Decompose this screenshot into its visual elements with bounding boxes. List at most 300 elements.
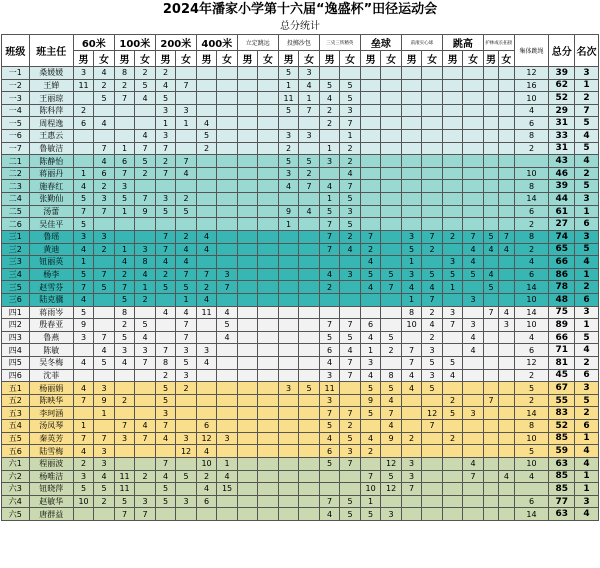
score-cell bbox=[422, 142, 443, 155]
score-cell: 1 bbox=[114, 243, 135, 256]
score-cell: 1 bbox=[319, 193, 340, 206]
score-cell bbox=[483, 495, 498, 508]
score-cell: 7 bbox=[360, 230, 381, 243]
score-cell bbox=[499, 344, 514, 357]
score-cell: 3 bbox=[155, 130, 176, 143]
total-cell: 85 bbox=[549, 432, 575, 445]
table-row bbox=[2, 369, 599, 382]
score-cell bbox=[340, 306, 361, 319]
score-cell bbox=[463, 495, 484, 508]
total-cell: 86 bbox=[549, 268, 575, 281]
score-cell: 2 bbox=[442, 432, 463, 445]
score-cell bbox=[381, 117, 402, 130]
score-cell: 5 bbox=[135, 79, 156, 92]
score-cell: 10 bbox=[196, 457, 217, 470]
score-cell bbox=[299, 306, 320, 319]
score-cell bbox=[258, 382, 279, 395]
score-cell: 4 bbox=[114, 357, 135, 370]
score-cell bbox=[258, 293, 279, 306]
score-cell bbox=[442, 457, 463, 470]
rank-cell: 6 bbox=[575, 369, 599, 382]
score-cell bbox=[299, 117, 320, 130]
score-cell: 3 bbox=[176, 369, 197, 382]
total-cell: 52 bbox=[549, 92, 575, 105]
score-cell bbox=[196, 79, 217, 92]
score-cell: 7 bbox=[442, 319, 463, 332]
score-cell bbox=[401, 218, 422, 231]
header-event: 200米 bbox=[155, 35, 196, 51]
score-cell bbox=[217, 117, 238, 130]
score-cell bbox=[499, 180, 514, 193]
score-cell bbox=[94, 256, 115, 269]
score-cell bbox=[237, 167, 258, 180]
score-cell bbox=[442, 495, 463, 508]
score-cell: 4 bbox=[196, 117, 217, 130]
score-cell: 1 bbox=[360, 344, 381, 357]
score-cell: 3 bbox=[73, 230, 94, 243]
score-cell bbox=[381, 445, 402, 458]
score-cell bbox=[196, 218, 217, 231]
score-cell: 3 bbox=[217, 432, 238, 445]
group-cell: 10 bbox=[514, 293, 549, 306]
table-row bbox=[2, 382, 599, 395]
score-cell: 9 bbox=[94, 394, 115, 407]
score-cell bbox=[258, 256, 279, 269]
score-cell: 4 bbox=[319, 508, 340, 521]
score-cell: 1 bbox=[299, 92, 320, 105]
total-cell: 67 bbox=[549, 382, 575, 395]
score-cell: 12 bbox=[422, 407, 443, 420]
total-cell: 66 bbox=[549, 256, 575, 269]
score-cell bbox=[73, 155, 94, 168]
score-cell: 4 bbox=[299, 79, 320, 92]
score-cell: 5 bbox=[278, 155, 299, 168]
score-cell: 5 bbox=[483, 230, 498, 243]
score-cell bbox=[442, 104, 463, 117]
score-cell bbox=[299, 407, 320, 420]
total-cell: 85 bbox=[549, 470, 575, 483]
score-cell bbox=[340, 483, 361, 496]
score-cell bbox=[463, 104, 484, 117]
total-cell: 31 bbox=[549, 117, 575, 130]
teacher-cell: 陆克骥 bbox=[29, 293, 73, 306]
score-cell bbox=[483, 382, 498, 395]
score-cell bbox=[442, 67, 463, 80]
score-cell: 2 bbox=[422, 306, 443, 319]
teacher-cell: 钮丽英 bbox=[29, 256, 73, 269]
score-cell: 7 bbox=[94, 142, 115, 155]
score-cell: 5 bbox=[114, 331, 135, 344]
score-cell: 3 bbox=[94, 457, 115, 470]
rank-cell: 4 bbox=[575, 155, 599, 168]
score-cell: 3 bbox=[278, 382, 299, 395]
rank-cell: 4 bbox=[575, 457, 599, 470]
score-cell: 3 bbox=[176, 344, 197, 357]
score-cell: 4 bbox=[94, 67, 115, 80]
rank-cell: 6 bbox=[575, 420, 599, 433]
score-cell: 3 bbox=[73, 470, 94, 483]
score-cell bbox=[258, 432, 279, 445]
score-cell: 4 bbox=[442, 369, 463, 382]
score-cell bbox=[278, 432, 299, 445]
score-cell bbox=[401, 495, 422, 508]
score-cell bbox=[483, 130, 498, 143]
class-cell: 四1 bbox=[2, 306, 30, 319]
score-cell bbox=[237, 407, 258, 420]
score-cell bbox=[258, 142, 279, 155]
score-cell: 5 bbox=[360, 407, 381, 420]
score-cell bbox=[401, 104, 422, 117]
score-cell bbox=[217, 205, 238, 218]
table-row bbox=[2, 243, 599, 256]
table-body bbox=[2, 67, 599, 521]
group-cell: 4 bbox=[514, 256, 549, 269]
score-cell bbox=[135, 230, 156, 243]
score-cell: 2 bbox=[401, 432, 422, 445]
rank-cell: 3 bbox=[575, 382, 599, 395]
score-cell bbox=[73, 407, 94, 420]
header-male: 男 bbox=[73, 51, 94, 67]
page-subtitle: 总分统计 bbox=[280, 21, 320, 32]
score-cell bbox=[499, 79, 514, 92]
score-cell bbox=[217, 92, 238, 105]
score-cell: 7 bbox=[73, 432, 94, 445]
score-cell bbox=[422, 79, 443, 92]
rank-cell: 1 bbox=[575, 205, 599, 218]
class-cell: 二6 bbox=[2, 218, 30, 231]
score-cell bbox=[381, 495, 402, 508]
teacher-cell: 王丽琼 bbox=[29, 92, 73, 105]
score-cell bbox=[237, 445, 258, 458]
score-cell bbox=[299, 243, 320, 256]
score-cell bbox=[237, 483, 258, 496]
score-cell: 7 bbox=[422, 420, 443, 433]
score-cell bbox=[483, 79, 498, 92]
score-cell: 3 bbox=[299, 67, 320, 80]
score-cell bbox=[381, 67, 402, 80]
score-cell bbox=[258, 495, 279, 508]
score-cell: 1 bbox=[401, 293, 422, 306]
score-cell bbox=[278, 407, 299, 420]
score-cell: 8 bbox=[135, 256, 156, 269]
score-cell: 5 bbox=[319, 331, 340, 344]
score-cell: 3 bbox=[135, 495, 156, 508]
total-cell: 52 bbox=[549, 420, 575, 433]
score-cell bbox=[196, 180, 217, 193]
score-cell bbox=[237, 369, 258, 382]
score-cell bbox=[299, 218, 320, 231]
score-cell bbox=[217, 394, 238, 407]
score-cell bbox=[135, 218, 156, 231]
score-cell bbox=[499, 104, 514, 117]
teacher-cell: 吴佳平 bbox=[29, 218, 73, 231]
group-cell: 2 bbox=[514, 243, 549, 256]
total-cell: 63 bbox=[549, 457, 575, 470]
score-cell bbox=[360, 457, 381, 470]
score-cell: 7 bbox=[319, 495, 340, 508]
score-cell bbox=[258, 167, 279, 180]
score-cell bbox=[340, 293, 361, 306]
score-cell: 1 bbox=[73, 256, 94, 269]
score-cell bbox=[360, 142, 381, 155]
rank-cell: 2 bbox=[575, 167, 599, 180]
score-cell bbox=[499, 369, 514, 382]
score-cell: 3 bbox=[299, 130, 320, 143]
score-cell bbox=[135, 445, 156, 458]
score-cell bbox=[114, 457, 135, 470]
score-cell: 5 bbox=[155, 394, 176, 407]
score-cell: 8 bbox=[155, 357, 176, 370]
teacher-cell: 王惠云 bbox=[29, 130, 73, 143]
score-cell: 3 bbox=[114, 432, 135, 445]
score-cell: 7 bbox=[319, 243, 340, 256]
score-cell bbox=[401, 180, 422, 193]
score-cell bbox=[217, 420, 238, 433]
score-cell bbox=[258, 369, 279, 382]
table-row bbox=[2, 230, 599, 243]
score-cell bbox=[237, 508, 258, 521]
score-cell bbox=[237, 218, 258, 231]
score-cell bbox=[422, 104, 443, 117]
score-cell: 7 bbox=[114, 420, 135, 433]
score-cell bbox=[319, 130, 340, 143]
score-cell bbox=[381, 243, 402, 256]
header-female: 女 bbox=[463, 51, 484, 67]
score-cell bbox=[381, 130, 402, 143]
score-cell: 7 bbox=[340, 319, 361, 332]
score-cell bbox=[401, 205, 422, 218]
score-cell bbox=[483, 142, 498, 155]
score-cell: 7 bbox=[196, 268, 217, 281]
score-cell: 9 bbox=[278, 205, 299, 218]
score-cell bbox=[258, 130, 279, 143]
score-cell bbox=[360, 92, 381, 105]
score-cell bbox=[499, 142, 514, 155]
class-cell: 六1 bbox=[2, 457, 30, 470]
score-cell bbox=[319, 470, 340, 483]
score-cell: 7 bbox=[94, 331, 115, 344]
score-cell bbox=[217, 67, 238, 80]
header-male: 男 bbox=[319, 51, 340, 67]
score-cell: 5 bbox=[360, 508, 381, 521]
score-cell: 5 bbox=[401, 243, 422, 256]
total-cell: 45 bbox=[549, 369, 575, 382]
score-cell bbox=[422, 394, 443, 407]
score-cell bbox=[463, 167, 484, 180]
score-cell: 4 bbox=[463, 256, 484, 269]
score-cell: 6 bbox=[73, 117, 94, 130]
score-cell bbox=[422, 483, 443, 496]
class-cell: 一4 bbox=[2, 104, 30, 117]
score-cell bbox=[360, 155, 381, 168]
score-cell: 3 bbox=[442, 306, 463, 319]
rank-cell: 1 bbox=[575, 483, 599, 496]
score-cell: 5 bbox=[155, 92, 176, 105]
score-cell bbox=[499, 130, 514, 143]
score-cell: 2 bbox=[340, 142, 361, 155]
header-event: 三史三铁精英 bbox=[319, 35, 360, 51]
score-cell bbox=[258, 407, 279, 420]
score-cell: 9 bbox=[135, 205, 156, 218]
header-male: 男 bbox=[401, 51, 422, 67]
score-cell: 2 bbox=[319, 117, 340, 130]
score-cell bbox=[73, 142, 94, 155]
score-cell: 7 bbox=[135, 432, 156, 445]
score-cell bbox=[319, 167, 340, 180]
score-cell bbox=[483, 193, 498, 206]
score-cell: 6 bbox=[360, 319, 381, 332]
score-cell: 9 bbox=[381, 432, 402, 445]
score-cell bbox=[114, 130, 135, 143]
score-cell bbox=[135, 117, 156, 130]
score-cell: 2 bbox=[360, 243, 381, 256]
score-cell: 15 bbox=[217, 483, 238, 496]
score-cell bbox=[237, 470, 258, 483]
score-cell: 8 bbox=[114, 67, 135, 80]
score-cell: 7 bbox=[401, 483, 422, 496]
score-cell: 5 bbox=[278, 67, 299, 80]
score-cell bbox=[176, 130, 197, 143]
table-row bbox=[2, 457, 599, 470]
score-cell: 5 bbox=[73, 306, 94, 319]
score-cell bbox=[483, 117, 498, 130]
total-cell: 61 bbox=[549, 205, 575, 218]
table-row bbox=[2, 407, 599, 420]
score-cell bbox=[176, 483, 197, 496]
total-cell: 62 bbox=[549, 79, 575, 92]
score-cell bbox=[360, 293, 381, 306]
score-cell: 5 bbox=[73, 483, 94, 496]
score-cell: 12 bbox=[381, 457, 402, 470]
score-cell: 5 bbox=[299, 155, 320, 168]
score-cell: 1 bbox=[176, 117, 197, 130]
score-cell bbox=[499, 382, 514, 395]
group-cell: 14 bbox=[514, 306, 549, 319]
score-cell: 4 bbox=[360, 256, 381, 269]
score-cell bbox=[155, 445, 176, 458]
score-cell bbox=[278, 319, 299, 332]
score-cell bbox=[442, 205, 463, 218]
score-cell bbox=[499, 218, 514, 231]
score-cell bbox=[499, 420, 514, 433]
score-cell bbox=[422, 155, 443, 168]
score-cell bbox=[217, 243, 238, 256]
score-cell bbox=[483, 470, 498, 483]
score-cell: 3 bbox=[401, 230, 422, 243]
score-cell: 4 bbox=[319, 432, 340, 445]
teacher-cell: 秦英芳 bbox=[29, 432, 73, 445]
table-row bbox=[2, 293, 599, 306]
group-cell: 4 bbox=[514, 470, 549, 483]
score-cell: 4 bbox=[340, 167, 361, 180]
teacher-cell: 鲁瑶 bbox=[29, 230, 73, 243]
score-cell: 4 bbox=[176, 243, 197, 256]
score-cell: 7 bbox=[340, 407, 361, 420]
score-cell: 7 bbox=[319, 407, 340, 420]
score-cell bbox=[401, 407, 422, 420]
rank-cell: 2 bbox=[575, 407, 599, 420]
score-cell bbox=[499, 268, 514, 281]
score-cell: 4 bbox=[422, 319, 443, 332]
group-cell: 6 bbox=[514, 495, 549, 508]
score-cell: 7 bbox=[483, 394, 498, 407]
class-cell: 一3 bbox=[2, 92, 30, 105]
score-cell: 7 bbox=[483, 306, 498, 319]
score-cell: 2 bbox=[196, 470, 217, 483]
score-cell bbox=[196, 104, 217, 117]
score-cell: 5 bbox=[155, 382, 176, 395]
score-cell bbox=[237, 193, 258, 206]
score-cell: 2 bbox=[114, 79, 135, 92]
score-cell: 2 bbox=[114, 268, 135, 281]
rank-cell: 5 bbox=[575, 142, 599, 155]
score-cell: 6 bbox=[319, 445, 340, 458]
score-cell bbox=[299, 457, 320, 470]
header-male: 男 bbox=[278, 51, 299, 67]
score-cell bbox=[237, 92, 258, 105]
score-cell: 4 bbox=[499, 306, 514, 319]
class-cell: 四2 bbox=[2, 319, 30, 332]
score-cell: 7 bbox=[155, 167, 176, 180]
score-cell: 5 bbox=[114, 495, 135, 508]
score-cell bbox=[483, 331, 498, 344]
score-cell: 7 bbox=[319, 319, 340, 332]
teacher-cell: 汤蕾 bbox=[29, 205, 73, 218]
score-cell bbox=[196, 369, 217, 382]
score-cell bbox=[258, 79, 279, 92]
score-cell bbox=[463, 357, 484, 370]
score-cell bbox=[237, 420, 258, 433]
score-cell bbox=[401, 142, 422, 155]
total-cell: 48 bbox=[549, 293, 575, 306]
teacher-cell: 吴冬梅 bbox=[29, 357, 73, 370]
score-cell: 4 bbox=[381, 420, 402, 433]
group-cell: 14 bbox=[514, 407, 549, 420]
score-cell bbox=[340, 67, 361, 80]
score-cell: 4 bbox=[299, 205, 320, 218]
teacher-cell: 程丽波 bbox=[29, 457, 73, 470]
score-cell bbox=[499, 457, 514, 470]
score-cell: 7 bbox=[340, 369, 361, 382]
score-cell: 2 bbox=[299, 167, 320, 180]
class-cell: 二5 bbox=[2, 205, 30, 218]
score-cell bbox=[278, 508, 299, 521]
total-cell: 63 bbox=[549, 508, 575, 521]
header-event: 前滚实心球 bbox=[401, 35, 442, 51]
score-cell bbox=[381, 218, 402, 231]
score-cell: 11 bbox=[73, 79, 94, 92]
score-cell: 7 bbox=[217, 281, 238, 294]
score-cell: 3 bbox=[319, 369, 340, 382]
rank-cell: 2 bbox=[575, 357, 599, 370]
score-cell: 6 bbox=[94, 167, 115, 180]
score-cell: 1 bbox=[360, 495, 381, 508]
score-cell bbox=[217, 230, 238, 243]
teacher-cell: 鲁敏洁 bbox=[29, 142, 73, 155]
score-cell bbox=[217, 508, 238, 521]
teacher-cell: 李珂涵 bbox=[29, 407, 73, 420]
score-cell bbox=[176, 67, 197, 80]
score-cell: 5 bbox=[422, 382, 443, 395]
score-cell bbox=[360, 117, 381, 130]
score-cell bbox=[278, 495, 299, 508]
teacher-cell: 王婵 bbox=[29, 79, 73, 92]
score-cell bbox=[360, 193, 381, 206]
score-cell: 5 bbox=[442, 357, 463, 370]
score-cell: 4 bbox=[401, 281, 422, 294]
score-cell: 3 bbox=[114, 180, 135, 193]
score-cell bbox=[463, 382, 484, 395]
